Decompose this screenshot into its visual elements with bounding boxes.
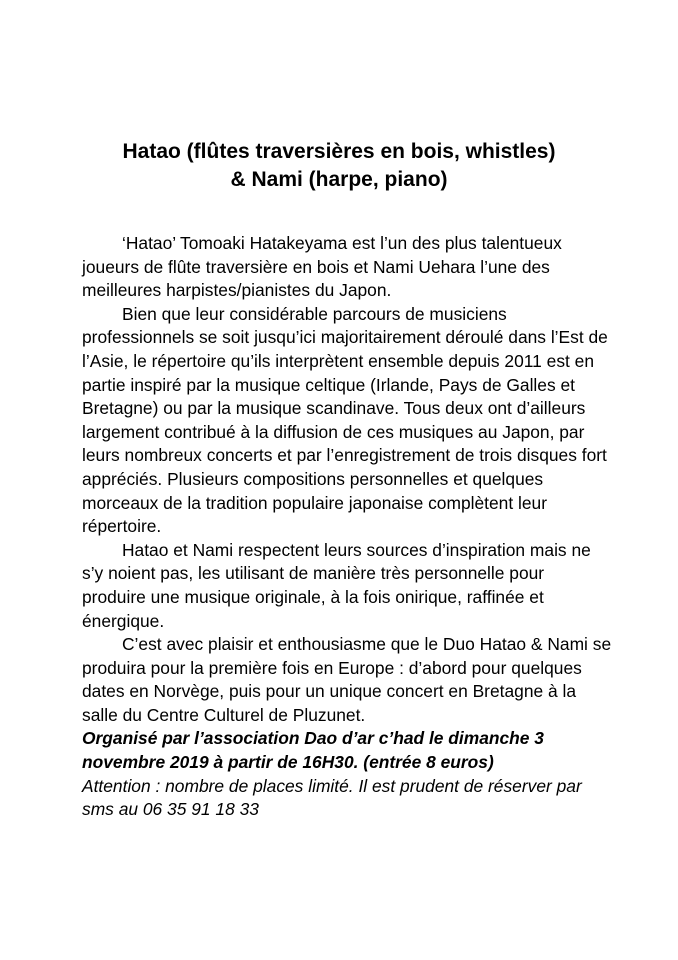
- title-line-2: & Nami (harpe, piano): [230, 168, 448, 191]
- paragraph-career: Bien que leur considérable parcours de musiciens professionnels se soit jusqu’ici majoritairement déroulé dans l’Est de l’Asie, le répertoire qu’ils interprètent ensemble depuis 2011 est en partie inspiré par la musique celtique (Irlande, Pays de Galles et Bretagne) ou par la musique scandinave. Tous deux ont d’ailleurs largement contribué à la diffusion de ces musiques au Japon, par leurs nombreux concerts et par l’enregistrement de trois disques fort appréciés. Plusieurs compositions personnelles et quelques morceaux de la tradition populaire japonaise complètent leur répertoire.: [82, 303, 608, 537]
- paragraph-europe-tour: C’est avec plaisir et enthousiasme que le Duo Hatao & Nami se produira pour la première fois en Europe : d’abord pour quelques dates en Norvège, puis pour un unique concert en Bretagne à la salle du Centre Culturel de Pluzunet.: [82, 634, 612, 725]
- title-line-1: Hatao (flûtes traversières en bois, whistles): [122, 140, 556, 163]
- document-title: [0, 138, 678, 194]
- document-body: [82, 232, 612, 822]
- reservation-notice: Attention : nombre de places limité. Il est prudent de réserver par sms au 06 35 91 18 33: [82, 775, 582, 820]
- paragraph-inspiration: Hatao et Nami respectent leurs sources d’inspiration mais ne s’y noient pas, les utilisant de manière très personnelle pour produire une musique originale, à la fois onirique, raffinée et énergique.: [82, 539, 591, 631]
- paragraph-intro: ‘Hatao’ Tomoaki Hatakeyama est l’un des plus talentueux joueurs de flûte traversière en bois et Nami Uehara l’une des meilleures harpistes/pianistes du Japon.: [82, 233, 562, 301]
- event-organisation-notice: Organisé par l’association Dao d’ar c’had le dimanche 3 novembre 2019 à partir de 16H30. (entrée 8 euros): [82, 728, 544, 773]
